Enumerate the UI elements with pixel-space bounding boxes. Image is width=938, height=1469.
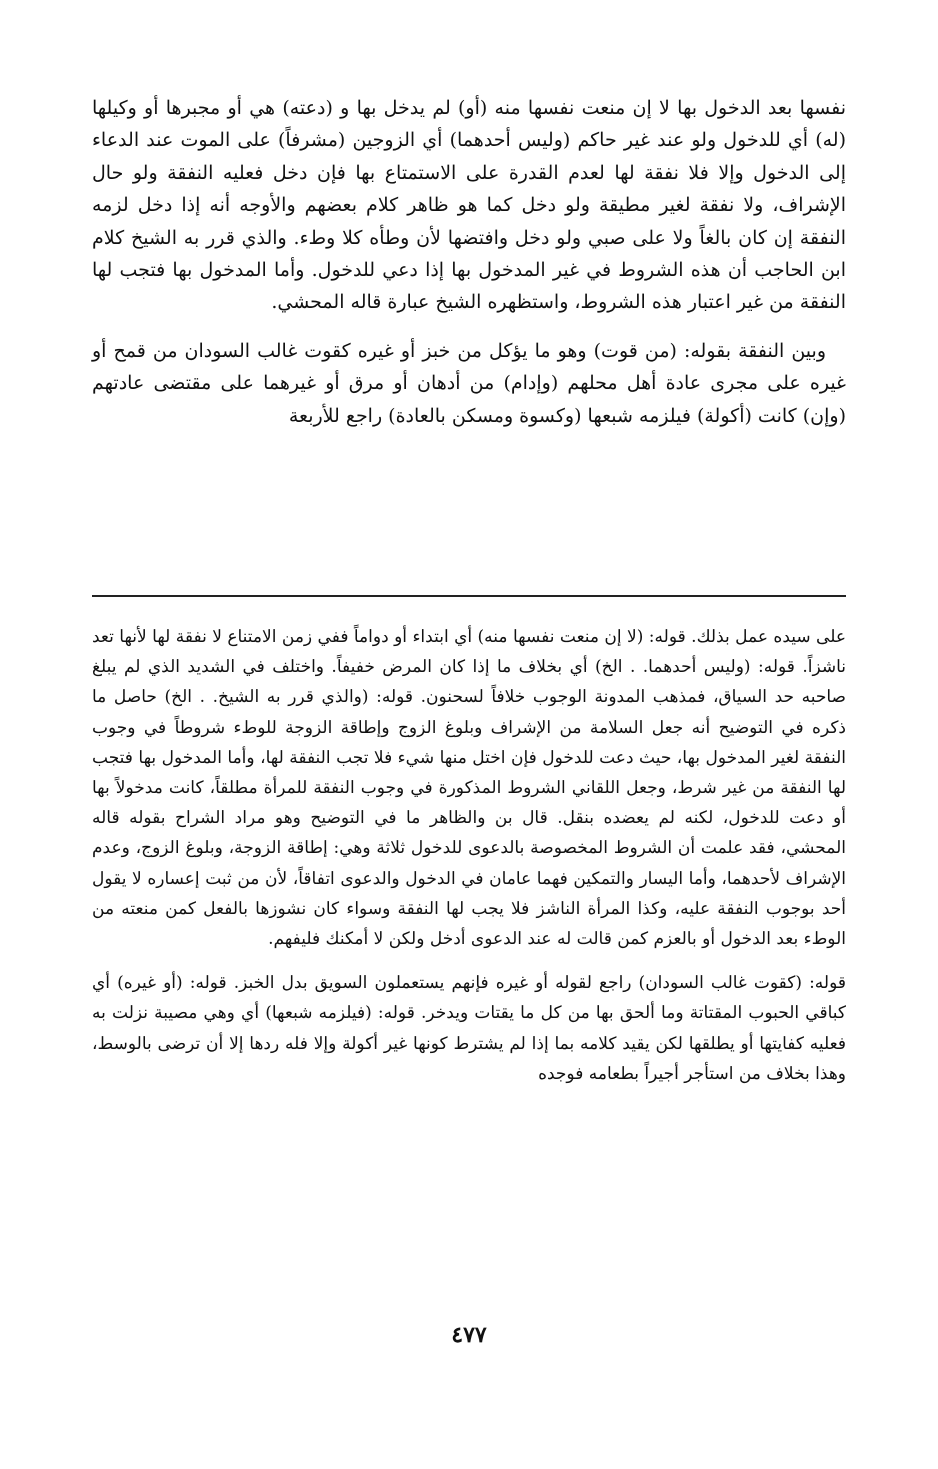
main-paragraph-2: وبين النفقة بقوله: (من قوت) وهو ما يؤكل من خبز أو غيره كقوت غالب السودان من قمح أو غيره على مجرى عادة أهل محلهم (وإدام) من أدهان أو مرق أو غيرهما على مقتضى عادتهم (وإن) كانت (أكولة) فيلزمه شبعها (وكسوة ومسكن بالعادة) راجع للأربعة bbox=[92, 339, 846, 427]
footnotes-block bbox=[92, 622, 846, 1103]
book-page bbox=[92, 92, 846, 1432]
main-text-block bbox=[92, 92, 846, 448]
footnote-paragraph-2: قوله: (كقوت غالب السودان) راجع لقوله أو غيره فإنهم يستعملون السويق بدل الخبز. قوله: (أو غيره) أي كباقي الحبوب المقتاتة وما ألحق بها من كل ما يقتات ويدخر. قوله: (فيلزمه شبعها) أي وهي مصيبة نزلت به فعليه كفايتها أو يطلقها لكن يقيد كلامه بما إذا لم يشترط كونها غير أكولة وإلا فله ردها إلا أن ترضى بالوسط، وهذا بخلاف من استأجر أجيراً بطعامه فوجده bbox=[92, 973, 846, 1084]
footnote-paragraph-1: على سيده عمل بذلك. قوله: (لا إن منعت نفسها منه) أي ابتداء أو دواماً ففي زمن الامتناع لا نفقة لها لأنها تعد ناشزاً. قوله: (وليس أحدهما. . الخ) أي بخلاف ما إذا كان المرض خفيفاً. واختلف في الشديد الذي لم يبلغ صاحبه حد السياق، فمذهب المدونة الوجوب خلافاً لسحنون. قوله: (والذي قرر به الشيخ. . الخ) حاصل ما ذكره في التوضيح أنه جعل السلامة من الإشراف وبلوغ الزوج وإطاقة الزوجة للوطء شروطاً في وجوب النفقة لغير المدخول بها، حيث دعت للدخول فإن اختل منها شيء فلا تجب النفقة لها، وأما المدخول بها فتجب لها النفقة من غير شرط، وجعل اللقاني الشروط المذكورة في وجوب النفقة للمرأة مطلقاً، كانت مدخولاً بها أو دعت للدخول، لكنه لم يعضده بنقل. قال بن والظاهر ما في التوضيح وهو مراد الشراح بقوله قاله المحشي، فقد علمت أن الشروط المخصوصة بالدعوى للدخول ثلاثة وهي: إطاقة الزوجة، وبلوغ الزوج، وعدم الإشراف لأحدهما، وأما اليسار والتمكين فهما عامان في الدخول والدعوى اتفاقاً، لأن من ثبت إعساره لا يقول أحد بوجوب النفقة عليه، وكذا المرأة الناشز فلا يجب لها النفقة وسواء كان نشوزها بالفعل كمن منعته من الوطء بعد الدخول أو بالعزم كمن قالت له عند الدعوى أدخل ولكن لا أمكنك فليفهم. bbox=[92, 627, 846, 950]
footnote-separator bbox=[92, 595, 846, 597]
page-number: ٤٧٧ bbox=[451, 1322, 487, 1348]
main-paragraph-1: نفسها بعد الدخول بها لا إن منعت نفسها منه (أو) لم يدخل بها و (دعته) هي أو مجبرها أو وكيلها (له) أي للدخول ولو عند غير حاكم (وليس أحدهما) أي الزوجين (مشرفاً) على الموت عند الدعاء إلى الدخول وإلا فلا نفقة لها لعدم القدرة على الاستمتاع بها فإن دخل فعليه النفقة ولو حال الإشراف، ولا نفقة لغير مطيقة ولو دخل كما هو ظاهر كلام بعضهم والأوجه أنه إذا دخل لزمه النفقة إن كان بالغاً ولا على صبي ولو دخل وافتضها لأن وطأه كلا وطء. والذي قرر به الشيخ كلام ابن الحاجب أن هذه الشروط في غير المدخول بها إذا دعي للدخول. وأما المدخول بها فتجب لها النفقة من غير اعتبار هذه الشروط، واستظهره الشيخ عبارة قاله المحشي. bbox=[92, 97, 846, 314]
